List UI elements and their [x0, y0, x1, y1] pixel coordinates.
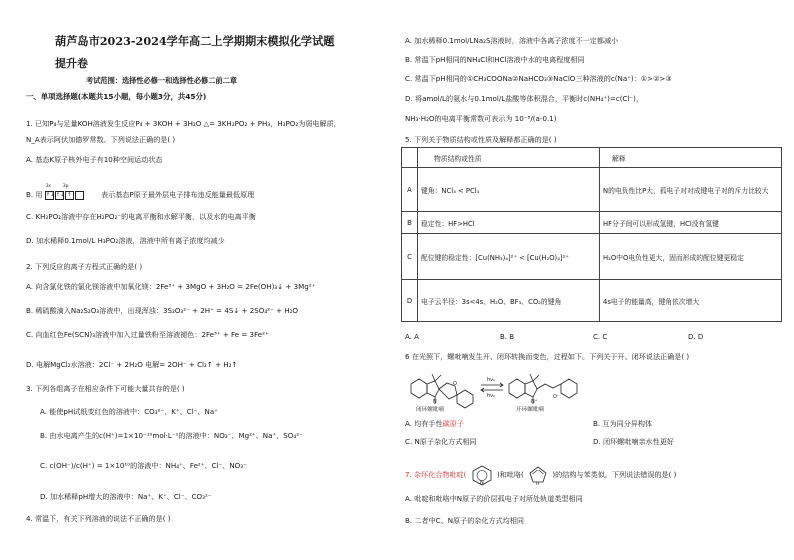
q4-option-c: C. 常温下pH相同的①CH₃COONa②NaHCO₃③NaClO三种溶液的c(Na⁺)：①>②>③	[405, 74, 672, 83]
page-title: 葫芦岛市2023-2024学年高二上学期期末模拟化学试题	[55, 34, 335, 48]
q6-option-d: D. 闭环螺吡喃亲水性更好	[593, 437, 674, 446]
table-row-key: D	[402, 280, 418, 322]
q7-option-b: B. 二者中C、N原子的杂化方式均相同	[405, 516, 524, 525]
q6-option-a	[405, 419, 464, 429]
orbital-box-icon: ↑	[65, 191, 74, 200]
svg-text:N⁺: N⁺	[531, 399, 538, 405]
table-row	[402, 234, 782, 280]
table-cell: 稳定性：HF>HCl	[418, 212, 600, 234]
table-cell: 4s电子的能量高，键角依次增大	[600, 280, 782, 322]
svg-text:H: H	[536, 482, 540, 486]
pyridine-structure-icon	[469, 464, 495, 486]
q1-stem: 1. 已知P₄与足量KOH溶液发生反应P₄ + 3KOH + 3H₂O △= 3KH₂PO₂ + PH₃，H₃PO₂为弱电解质，	[26, 119, 341, 128]
q1-option-b-suffix: 表示基态P原子最外层电子排布违反能量最低原理	[101, 190, 255, 199]
table-cell: HF分子间可以形成氢键，HCl没有氢键	[600, 212, 782, 234]
q5-option-c: C. C	[593, 333, 608, 341]
arrow-top-label: hν₁	[487, 377, 495, 383]
q5-option-b: B. B	[500, 333, 515, 341]
closed-spiropyran-structure	[411, 374, 473, 408]
page-subtitle: 提升卷	[55, 57, 88, 70]
q6-option-c: C. N原子杂化方式相同	[405, 437, 477, 446]
table-cell: H₂O中O电负性更大，固而形成的配位键更稳定	[600, 234, 782, 280]
orbital-box-icon	[75, 191, 84, 200]
table-cell: N的电负性比P大，孤电子对对成键电子对的斥力比较大	[600, 168, 782, 212]
q6-option-a-highlight: 碳原子	[442, 419, 464, 428]
q5-option-a: A. A	[405, 333, 419, 341]
q1-option-d: D. 加水稀释0.1mol/L H₃PO₂溶液，溶液中所有离子浓度均减少	[26, 236, 225, 245]
q1-stem-2: N_A表示阿伏加德罗常数。下列说法正确的是( )	[26, 135, 176, 144]
q7-option-a: A. 吡啶和吡咯中N原子的价层孤电子对所处轨道类型相同	[405, 494, 583, 503]
closed-form-label: 闭环螺吡喃	[416, 407, 444, 413]
q2-option-a: A. 向含氯化铁的氯化镁溶液中加氧化镁：2Fe³⁺ + 3MgO + 3H₂O = 2Fe(OH)₃↓ + 3Mg²⁺	[26, 282, 316, 291]
orbital-label-3p: 3p	[62, 184, 69, 189]
q6-option-b: B. 互为同分异构体	[593, 419, 653, 428]
table-row-key: B	[402, 212, 418, 234]
table-row	[402, 280, 782, 322]
q1-option-b	[26, 184, 255, 200]
pyrrole-structure-icon	[526, 464, 550, 486]
q6-option-a-text: A. 均有手性	[405, 419, 443, 428]
q5-option-d: D. D	[688, 333, 704, 341]
orbital-box-icon: ↑↓	[55, 191, 65, 198]
arrow-bottom-label: hν₂	[487, 393, 495, 399]
table-header-cell: 解释	[600, 148, 782, 168]
table-row-key: C	[402, 234, 418, 280]
table-row	[402, 168, 782, 212]
table-row-key: A	[402, 168, 418, 212]
q7-stem-highlight: 杂环化合物吡啶(	[414, 470, 467, 479]
table-row	[402, 212, 782, 234]
reaction-arrows	[481, 383, 503, 392]
table-header-cell: 物质结构或性质	[418, 148, 600, 168]
q1-option-a: A. 基态K原子核外电子有10种空间运动状态	[26, 155, 163, 164]
q7-stem	[405, 464, 676, 486]
orbital-diagram-icon	[45, 184, 99, 200]
table-header-row	[402, 148, 782, 168]
q4-option-a: A. 加水稀释0.1mol/LNa₂S溶液时，溶液中各离子浓度不一定都减小	[405, 36, 619, 45]
q7-stem-middle: )和吡咯(	[497, 470, 524, 479]
svg-text:N: N	[433, 399, 437, 405]
table-cell: 电子云半径：3s<4s、H₂O、BF₃、CO₂的键角	[418, 280, 600, 322]
q5-table	[401, 147, 782, 322]
q1-option-b-prefix: B. 用	[26, 190, 43, 199]
svg-text:O⁻: O⁻	[553, 394, 560, 400]
q6-stem: 6 在光照下，螺吡喃发生开、闭环转换而变色，过程如下。下列关于开、闭环说法正确是( )	[405, 352, 690, 361]
q4-stem: 4. 常温下，有关下列溶液的说法不正确的是( )	[26, 514, 171, 523]
exam-scope: 考试范围：选择性必修一和选择性必修二前二章	[86, 76, 237, 85]
svg-text:O: O	[453, 381, 457, 387]
q7-stem-suffix: )的结构与苯类似。下列说法错误的是( )	[552, 470, 677, 479]
table-cell: 配位键的稳定性：[Cu(NH₃)₄]²⁺ < [Cu(H₂O)₄]²⁺	[418, 234, 600, 280]
q3-option-a: A. 能使pH试纸变红色的溶液中：CO₃²⁻、K⁺、Cl⁻、Na⁺	[40, 407, 218, 416]
q3-option-b: B. 由水电离产生的c(H⁺)=1×10⁻¹⁰mol·L⁻¹的溶液中：NO₃⁻、Mg²⁺、Na⁺、SO₄²⁻	[40, 431, 303, 440]
open-spiropyran-structure	[509, 374, 577, 405]
q3-stem: 3. 下列各组离子在相应条件下可能大量共存的是( )	[26, 384, 185, 393]
svg-text:N: N	[479, 480, 484, 486]
q5-stem: 5. 下列关于物质结构或性质及解释都正确的是( )	[405, 135, 557, 144]
section-heading: 一、单项选择题(本题共15小题，每小题3分，共45分)	[26, 92, 207, 101]
q4-option-d-cont: NH₃·H₂O的电离平衡常数可表示为 10⁻⁸/(a-0.1)	[405, 114, 557, 123]
table-cell: 键角：NCl₃ < PCl₃	[418, 168, 600, 212]
q4-option-b: B. 常温下pH相同的NH₄Cl和HCl溶液中水的电离程度相同	[405, 55, 585, 64]
open-form-label: 开环螺吡喃	[516, 407, 544, 413]
q2-stem: 2. 下列反应的离子方程式正确的是( )	[26, 262, 143, 271]
q2-option-b: B. 稀硫酸滴入Na₂S₂O₃溶液中，出现浑浊：3S₂O₃²⁻ + 2H⁺ = 4S↓ + 2SO₄²⁻ + H₂O	[26, 306, 298, 315]
q7-number: 7.	[405, 470, 415, 479]
orbital-box-icon: ↑↓	[45, 191, 55, 198]
q2-option-c: C. 向血红色Fe(SCN)₃溶液中加入过量铁粉至溶液褪色：2Fe³⁺ + Fe = 3Fe²⁺	[26, 330, 269, 339]
q3-option-c: C. c(OH⁻)/c(H⁺) = 1×10¹⁰的溶液中：NH₄⁺、Fe²⁺、Cl⁻、NO₃⁻	[40, 461, 247, 470]
q1-option-c: C. KH₂PO₂溶液中存在H₂PO₂⁻的电离平衡和水解平衡，以及水的电离平衡	[26, 212, 256, 221]
q2-option-d: D. 电解MgCl₂水溶液：2Cl⁻ + 2H₂O 电解= 2OH⁻ + Cl₂↑ + H₂↑	[26, 360, 238, 369]
q4-option-d: D. 将amol/L的氨水与0.1mol/L盐酸等体积混合，平衡时c(NH₄⁺)=c(Cl⁻)，	[405, 94, 644, 103]
q3-option-d: D. 加水稀释pH增大的溶液中：Na⁺、K⁺、Cl⁻、CO₃²⁻	[40, 492, 212, 501]
orbital-label-3s: 3s	[45, 184, 51, 189]
